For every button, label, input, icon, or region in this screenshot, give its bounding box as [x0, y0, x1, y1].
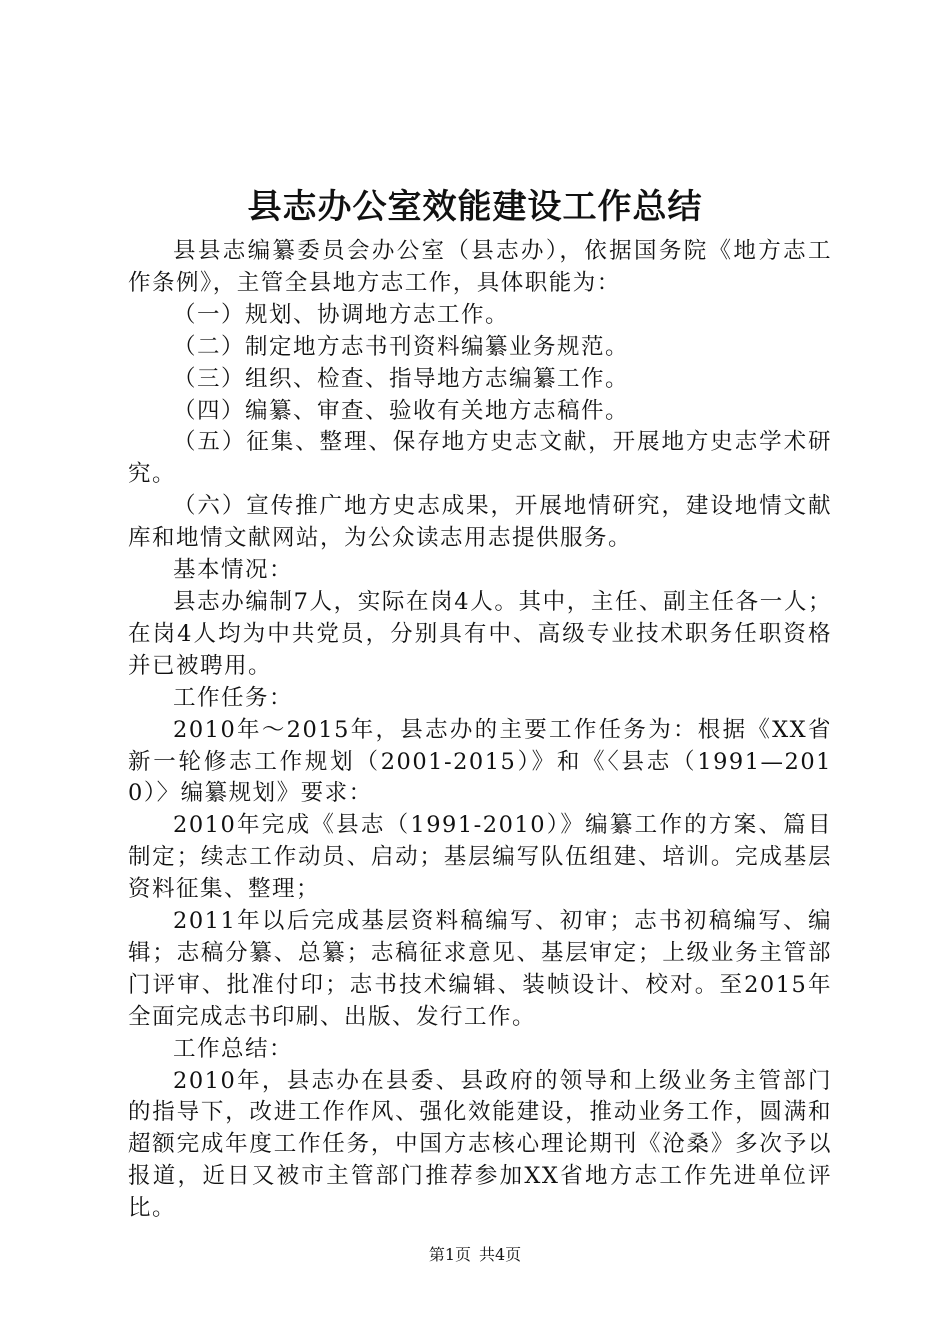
heading-work-tasks: 工作任务：: [173, 684, 294, 711]
paragraph-intro: 县县志编纂委员会办公室（县志办），依据国务院《地方志工作条例》，主管全县地方志工作，具体职能为：: [128, 238, 832, 296]
paragraph-staffing: 县志办编制7人，实际在岗4人。其中，主任、副主任各一人；在岗4人均为中共党员，分别具有中、高级专业技术职务任职资格并已被聘用。: [128, 588, 832, 679]
heading-work-summary: 工作总结：: [173, 1035, 294, 1062]
paragraph-function-3: （三）组织、检查、指导地方志编纂工作。: [173, 365, 630, 392]
heading-basic-situation: 基本情况：: [173, 557, 294, 584]
paragraph-function-1: （一）规划、协调地方志工作。: [173, 301, 510, 328]
page-footer: [0, 1244, 950, 1266]
document-body: [128, 236, 832, 1225]
paragraph-tasks-overview: 2010年～2015年，县志办的主要工作任务为：根据《XX省新一轮修志工作规划（2001-2015）》和《〈县志（1991—2010）〉编纂规划》要求：: [128, 716, 832, 807]
paragraph-tasks-2011: 2011年以后完成基层资料稿编写、初审；志书初稿编写、编辑；志稿分纂、总纂；志稿征求意见、基层审定；上级业务主管部门评审、批准付印；志书技术编辑、装帧设计、校对。至2015年全面完成志书印刷、出版、发行工作。: [128, 908, 832, 1030]
document-title: 县志办公室效能建设工作总结: [247, 187, 703, 227]
paragraph-function-4: （四）编纂、审查、验收有关地方志稿件。: [173, 397, 630, 424]
paragraph-function-2: （二）制定地方志书刊资料编纂业务规范。: [173, 333, 630, 360]
paragraph-function-6: （六）宣传推广地方史志成果，开展地情研究，建设地情文献库和地情文献网站，为公众读志用志提供服务。: [128, 493, 832, 552]
page-total: 共4页: [479, 1245, 522, 1264]
paragraph-summary-2010: 2010年，县志办在县委、县政府的领导和上级业务主管部门的指导下，改进工作作风、强化效能建设，推动业务工作，圆满和超额完成年度工作任务，中国方志核心理论期刊《沧桑》多次予以报道，近日又被市主管部门推荐参加XX省地方志工作先进单位评比。: [128, 1067, 832, 1222]
page-number: 第1页: [428, 1245, 471, 1264]
paragraph-tasks-2010: 2010年完成《县志（1991-2010）》编纂工作的方案、篇目制定；续志工作动员、启动；基层编写队伍组建、培训。完成基层资料征集、整理；: [128, 812, 832, 903]
paragraph-function-5: （五）征集、整理、保存地方史志文献，开展地方史志学术研究。: [128, 429, 832, 488]
